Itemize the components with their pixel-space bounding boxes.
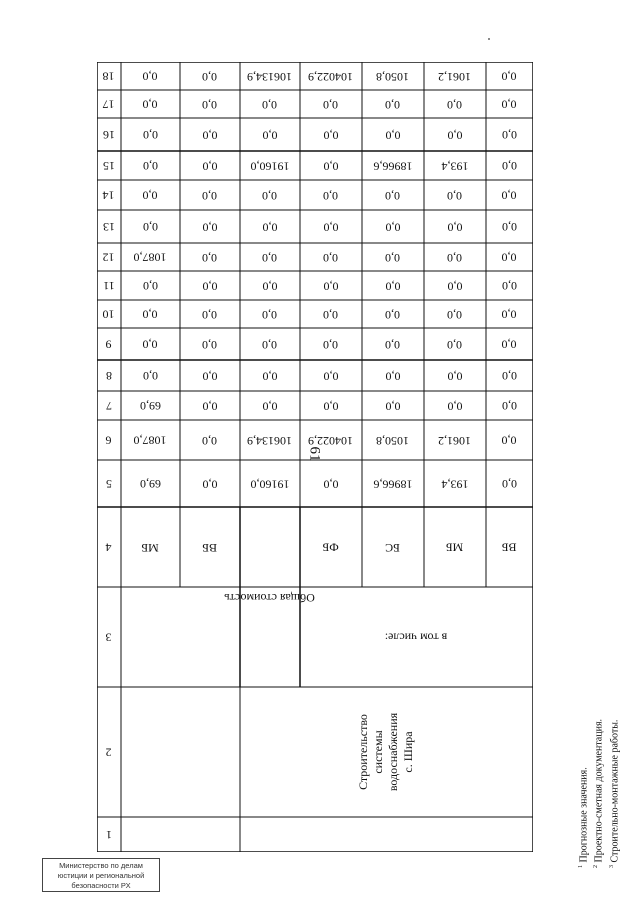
value-cell: 0,0 xyxy=(262,128,278,142)
value-cell: 0,0 xyxy=(385,250,401,265)
value-cell: 0,0 xyxy=(502,337,517,352)
value-cell: 0,0 xyxy=(502,279,517,293)
value-cell: 0,0 xyxy=(143,337,158,352)
value-cell: 0,0 xyxy=(323,128,339,142)
stamp-line-3: безопасности РХ xyxy=(71,881,131,890)
stamp-line-2: юстиции и региональной xyxy=(57,871,145,880)
column-number: 15 xyxy=(103,159,115,173)
project-name: Строительство системы водоснабжения с. Шира xyxy=(356,712,416,792)
column-number: 11 xyxy=(103,279,115,293)
value-cell: 1050,8 xyxy=(376,433,410,448)
value-cell: 0,0 xyxy=(202,250,218,265)
value-cell: 0,0 xyxy=(502,188,517,203)
value-cell: 0,0 xyxy=(202,433,218,448)
value-cell: 0,0 xyxy=(323,159,339,173)
footnote-2: $^2$ Проектно-сметная документация. xyxy=(593,718,605,868)
value-cell: 106134,9 xyxy=(247,69,293,84)
value-cell: 0,0 xyxy=(323,250,339,265)
value-cell: 0,0 xyxy=(202,97,218,112)
value-cell: 0,0 xyxy=(502,307,517,322)
value-cell: 0,0 xyxy=(502,399,517,413)
value-cell: 0,0 xyxy=(502,433,517,448)
library-stamp xyxy=(42,858,160,892)
value-cell: 0,0 xyxy=(202,69,218,84)
value-cell: 0,0 xyxy=(143,220,158,234)
value-cell: 0,0 xyxy=(447,279,463,293)
value-cell: 0,0 xyxy=(447,188,463,203)
value-cell: 0,0 xyxy=(385,97,401,112)
value-cell: 0,0 xyxy=(143,279,158,293)
column-number: 14 xyxy=(103,188,115,203)
column-number: 6 xyxy=(106,433,112,448)
value-cell: 0,0 xyxy=(143,307,158,322)
value-cell: 0,0 xyxy=(143,69,158,84)
value-cell: 0,0 xyxy=(202,369,218,383)
footnotes xyxy=(575,719,621,868)
value-cell: 0,0 xyxy=(262,307,278,322)
col-borders xyxy=(97,62,533,852)
value-cell: 1061,2 xyxy=(438,433,472,448)
value-cell: 0,0 xyxy=(202,159,218,173)
value-cell: 0,0 xyxy=(323,279,339,293)
value-cell: 0,0 xyxy=(202,307,218,322)
value-cell: 1087,0 xyxy=(134,250,167,265)
column-number: 1 xyxy=(106,828,112,842)
value-cell: 69,0 xyxy=(140,477,161,491)
value-cell: 0,0 xyxy=(323,188,339,203)
value-cell: 0,0 xyxy=(323,97,339,112)
value-cell: 0,0 xyxy=(143,159,158,173)
funding-source-label: МБ xyxy=(446,540,464,555)
value-cell: 0,0 xyxy=(447,128,463,142)
footnote-3: $^3$ Строительно-монтажные работы. xyxy=(608,719,620,868)
column-number: 17 xyxy=(103,97,115,112)
column-number: 7 xyxy=(106,399,112,413)
value-cell: 0,0 xyxy=(447,399,463,413)
value-cell: 0,0 xyxy=(323,399,339,413)
funding-source-label: МБ xyxy=(141,540,160,555)
footnote-1: $^1$ Прогнозные значения. xyxy=(578,767,590,868)
value-cell: 0,0 xyxy=(385,128,401,142)
column-number: 10 xyxy=(103,307,115,322)
value-cell: 0,0 xyxy=(385,188,401,203)
value-cell: 0,0 xyxy=(262,250,278,265)
value-cell: 0,0 xyxy=(447,369,463,383)
value-cell: 193,4 xyxy=(441,477,469,491)
value-cell: 0,0 xyxy=(202,128,218,142)
funding-source-label: ВБ xyxy=(202,540,218,555)
value-cell: 0,0 xyxy=(385,220,401,234)
value-cell: 0,0 xyxy=(143,97,158,112)
value-cell: 1087,0 xyxy=(134,433,167,448)
value-cell: 0,0 xyxy=(262,369,278,383)
value-cell: 0,0 xyxy=(385,307,401,322)
value-cell: 0,0 xyxy=(262,399,278,413)
value-cell: 0,0 xyxy=(262,337,278,352)
funding-source-label: ФБ xyxy=(322,540,340,555)
value-cell: 0,0 xyxy=(447,337,463,352)
column-number: 16 xyxy=(103,128,115,142)
value-cell: 0,0 xyxy=(202,399,218,413)
value-cell: 0,0 xyxy=(447,220,463,234)
value-cell: 0,0 xyxy=(502,250,517,265)
value-cell: 0,0 xyxy=(202,279,218,293)
value-cell: 0,0 xyxy=(202,337,218,352)
value-cell: 0,0 xyxy=(502,97,517,112)
value-cell: 104022,9 xyxy=(308,69,354,84)
column-number: 8 xyxy=(106,369,112,383)
value-cell: 0,0 xyxy=(202,188,218,203)
value-cell: 193,4 xyxy=(441,159,469,173)
value-cell: 0,0 xyxy=(502,220,517,234)
column-number: 4 xyxy=(106,540,112,555)
value-cell: 0,0 xyxy=(502,69,517,84)
value-cell: 0,0 xyxy=(323,477,339,491)
page-number: 61 xyxy=(306,446,323,462)
in-that-number-label: в том числе: xyxy=(385,630,448,645)
value-cell: 0,0 xyxy=(385,399,401,413)
column-number: 2 xyxy=(106,745,112,760)
funding-source-label: ВБ xyxy=(502,540,517,555)
column-number: 13 xyxy=(103,220,115,234)
value-cell: 69,0 xyxy=(140,399,161,413)
value-cell: 0,0 xyxy=(502,128,517,142)
value-cell: 0,0 xyxy=(262,97,278,112)
value-cell: 19160,0 xyxy=(250,159,290,173)
value-cell: 0,0 xyxy=(262,279,278,293)
speck xyxy=(488,38,490,40)
value-cell: 0,0 xyxy=(385,337,401,352)
value-cell: 0,0 xyxy=(202,477,218,491)
value-cell: 1061,2 xyxy=(438,69,472,84)
column-number: 18 xyxy=(103,69,115,84)
value-cell: 0,0 xyxy=(447,307,463,322)
value-cell: 0,0 xyxy=(447,97,463,112)
value-cell: 0,0 xyxy=(323,307,339,322)
value-cell: 1050,8 xyxy=(376,69,410,84)
column-number: 9 xyxy=(106,337,112,352)
value-cell: 0,0 xyxy=(502,477,517,491)
value-cell: 0,0 xyxy=(323,369,339,383)
value-cell: 19160,0 xyxy=(250,477,290,491)
value-cell: 0,0 xyxy=(385,369,401,383)
funding-source-label: Общая стоимость xyxy=(224,590,316,605)
value-cell: 0,0 xyxy=(502,369,517,383)
value-cell: 0,0 xyxy=(502,159,517,173)
value-cell: 0,0 xyxy=(262,188,278,203)
column-number: 12 xyxy=(103,250,115,265)
funding-source-label: БС xyxy=(385,540,401,555)
value-cell: 0,0 xyxy=(447,250,463,265)
value-cell: 106134,9 xyxy=(247,433,293,448)
value-cell: 18966,6 xyxy=(373,159,413,173)
value-cell: 0,0 xyxy=(143,369,158,383)
value-cell: 0,0 xyxy=(143,128,158,142)
value-cell: 0,0 xyxy=(385,279,401,293)
value-cell: 0,0 xyxy=(143,188,158,203)
value-cell: 104022,9 xyxy=(308,433,354,448)
column-number: 3 xyxy=(106,630,112,645)
value-cell: 18966,6 xyxy=(373,477,413,491)
value-cell: 0,0 xyxy=(202,220,218,234)
value-cell: 0,0 xyxy=(323,220,339,234)
value-cell: 0,0 xyxy=(323,337,339,352)
stamp-line-1: Министерство по делам xyxy=(59,861,143,870)
column-number: 5 xyxy=(106,477,112,491)
value-cell: 0,0 xyxy=(262,220,278,234)
